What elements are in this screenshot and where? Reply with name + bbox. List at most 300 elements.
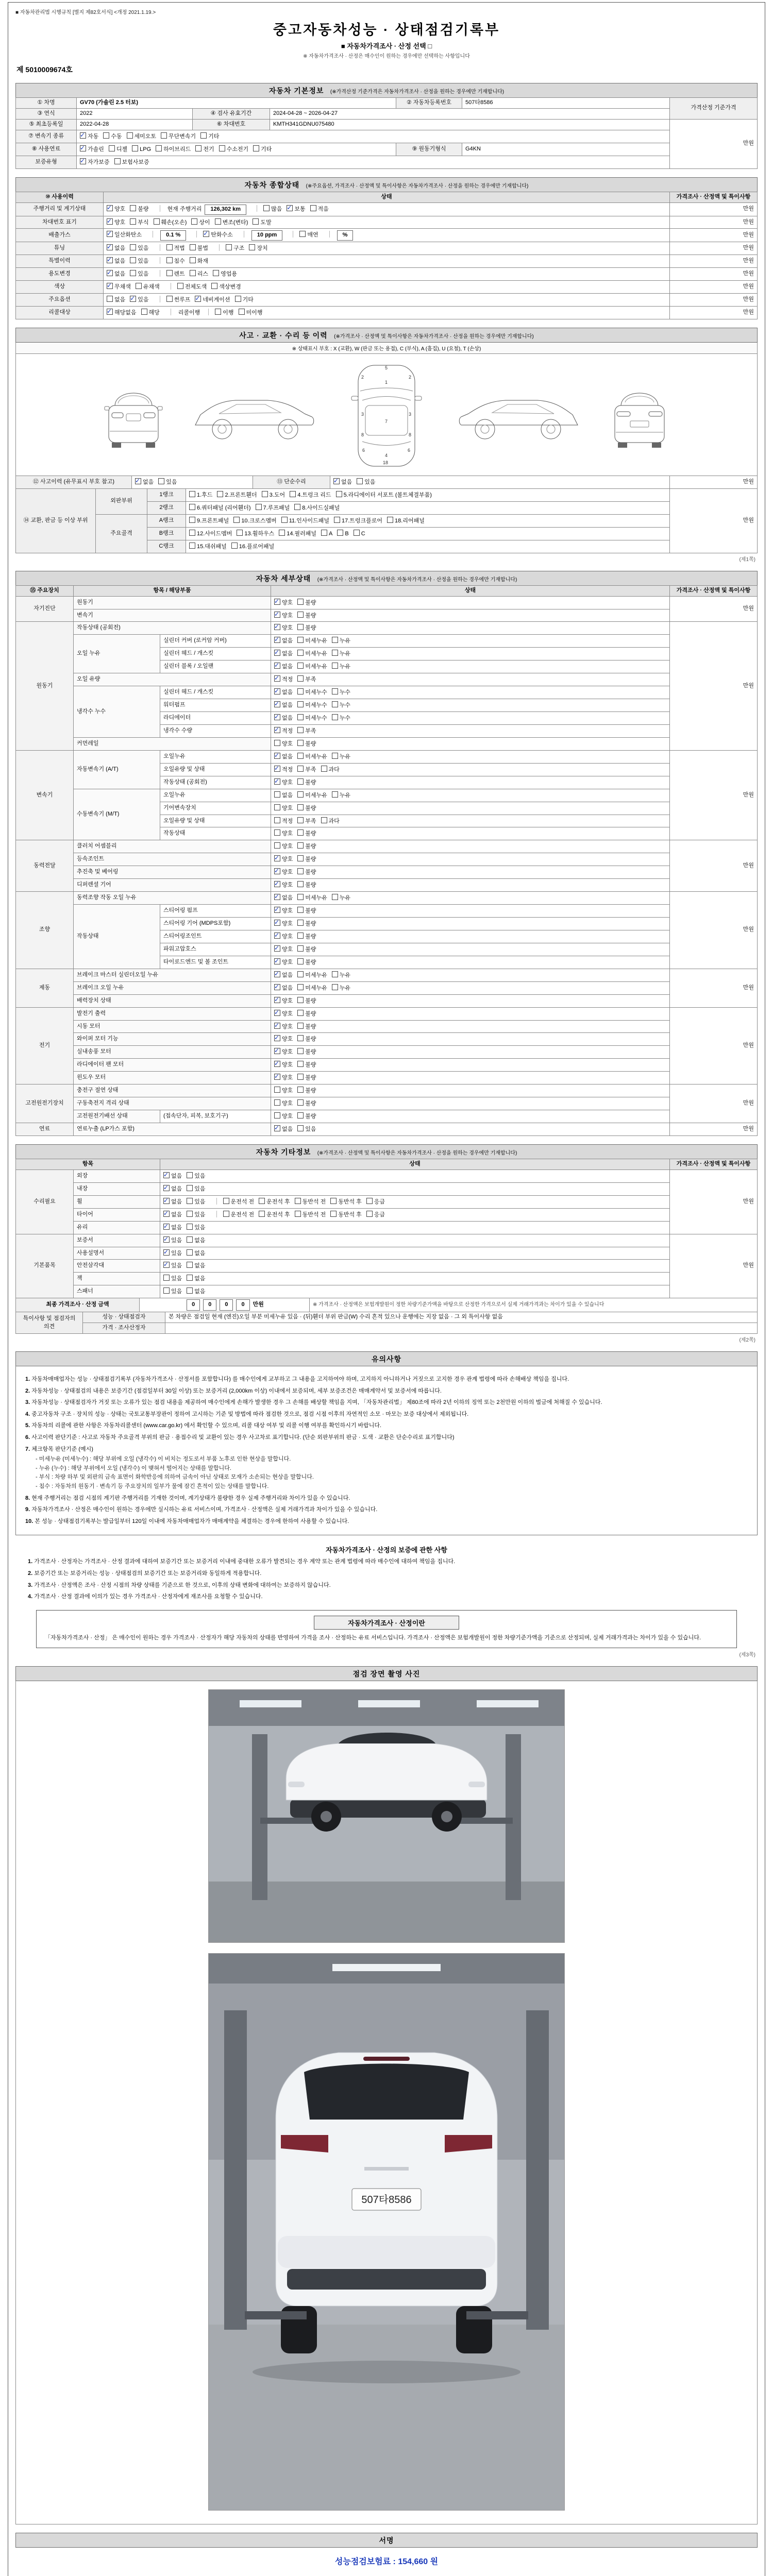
checkbox-icon[interactable]: [233, 517, 240, 523]
checkbox-unchecked[interactable]: 6.쿼터패널 (리어휀더): [189, 503, 251, 513]
checkbox-icon[interactable]: [191, 218, 197, 225]
checkbox-unchecked[interactable]: 세미오토: [127, 132, 157, 141]
checkbox-checked[interactable]: ✓ 없음: [163, 1210, 182, 1219]
checkbox-checked[interactable]: ✓ 양호: [274, 1047, 293, 1057]
checkbox-icon[interactable]: [310, 205, 316, 211]
checkbox-icon[interactable]: [297, 817, 304, 823]
checkbox-unchecked[interactable]: 누유: [332, 636, 350, 646]
checkbox-unchecked[interactable]: 17.트렁크플로어: [334, 516, 382, 526]
checkbox-icon[interactable]: [226, 244, 232, 250]
checkbox-icon[interactable]: [332, 650, 338, 656]
checkbox-checked[interactable]: ✓ 없음: [274, 649, 293, 658]
checkbox-checked[interactable]: ✓ 있음: [163, 1261, 182, 1270]
checkbox-unchecked[interactable]: 있음: [130, 269, 148, 279]
checkbox-unchecked[interactable]: 불량: [297, 868, 316, 877]
checkbox-icon[interactable]: [297, 907, 304, 913]
checkbox-unchecked[interactable]: 불량: [297, 1035, 316, 1044]
checkbox-icon[interactable]: [295, 1198, 301, 1204]
checkbox-icon[interactable]: [332, 894, 338, 900]
checkbox-icon[interactable]: [190, 270, 196, 276]
checkbox-icon[interactable]: [189, 530, 195, 536]
checkbox-checked[interactable]: ✓ 없음: [274, 984, 293, 993]
checkbox-icon[interactable]: [235, 296, 241, 302]
checkbox-checked[interactable]: ✓ 있음: [163, 1249, 182, 1258]
checkbox-unchecked[interactable]: 18.리어패널: [387, 516, 425, 526]
checkbox-icon[interactable]: [130, 244, 136, 250]
checkbox-unchecked[interactable]: 누유: [332, 984, 350, 993]
checkbox-unchecked[interactable]: 15.대쉬패널: [189, 542, 227, 551]
checkbox-icon[interactable]: [132, 145, 138, 151]
checkbox-icon[interactable]: [354, 530, 360, 536]
checkbox-icon[interactable]: [237, 530, 243, 536]
checkbox-unchecked[interactable]: 운전석 전: [223, 1210, 255, 1219]
checkbox-icon[interactable]: [187, 1287, 193, 1294]
checkbox-unchecked[interactable]: 없음: [107, 295, 125, 304]
checkbox-checked[interactable]: ✓ 양호: [274, 1060, 293, 1070]
checkbox-icon[interactable]: [136, 283, 142, 289]
checkbox-checked[interactable]: ✓ 무채색: [107, 282, 131, 292]
checkbox-unchecked[interactable]: 있음: [158, 478, 177, 487]
checkbox-icon[interactable]: [163, 1185, 170, 1191]
checkbox-unchecked[interactable]: 운전석 후: [259, 1210, 290, 1219]
checkbox-unchecked[interactable]: 리스: [190, 269, 208, 279]
checkbox-unchecked[interactable]: 있음: [187, 1223, 205, 1232]
checkbox-icon[interactable]: [321, 766, 327, 772]
checkbox-icon[interactable]: [187, 1262, 193, 1268]
checkbox-icon[interactable]: [366, 1198, 373, 1204]
checkbox-icon[interactable]: [80, 132, 86, 139]
checkbox-checked[interactable]: ✓ 양호: [274, 623, 293, 633]
checkbox-icon[interactable]: [274, 791, 280, 798]
checkbox-unchecked[interactable]: 없음: [187, 1274, 205, 1283]
checkbox-icon[interactable]: [337, 530, 343, 536]
checkbox-unchecked[interactable]: 누유: [332, 752, 350, 761]
checkbox-icon[interactable]: [274, 829, 280, 836]
checkbox-unchecked[interactable]: 해당: [141, 308, 160, 317]
checkbox-icon[interactable]: [274, 637, 280, 643]
checkbox-icon[interactable]: [187, 1172, 193, 1178]
checkbox-unchecked[interactable]: 영업용: [213, 269, 237, 279]
checkbox-unchecked[interactable]: 미세누유: [297, 636, 327, 646]
checkbox-icon[interactable]: [297, 791, 304, 798]
checkbox-icon[interactable]: [154, 218, 160, 225]
checkbox-icon[interactable]: [189, 491, 195, 497]
checkbox-icon[interactable]: [211, 283, 217, 289]
checkbox-unchecked[interactable]: 7.루프패널: [256, 503, 290, 513]
checkbox-icon[interactable]: [274, 1061, 280, 1067]
checkbox-unchecked[interactable]: 부족: [297, 726, 316, 736]
checkbox-unchecked[interactable]: 있음: [297, 1125, 316, 1134]
checkbox-unchecked[interactable]: 4.트렁크 리드: [290, 490, 331, 500]
checkbox-icon[interactable]: [223, 1211, 229, 1217]
checkbox-unchecked[interactable]: 유채색: [136, 282, 160, 292]
checkbox-unchecked[interactable]: 기타: [235, 295, 254, 304]
checkbox-icon[interactable]: [215, 309, 221, 315]
checkbox-checked[interactable]: ✓ 자가보증: [80, 158, 110, 167]
checkbox-unchecked[interactable]: 양호: [274, 842, 293, 851]
checkbox-icon[interactable]: [297, 624, 304, 630]
checkbox-icon[interactable]: [332, 971, 338, 977]
checkbox-icon[interactable]: [274, 958, 280, 964]
checkbox-icon[interactable]: [239, 309, 245, 315]
checkbox-icon[interactable]: [274, 727, 280, 733]
checkbox-unchecked[interactable]: 부족: [297, 817, 316, 826]
checkbox-checked[interactable]: ✓ 없음: [274, 893, 293, 903]
checkbox-unchecked[interactable]: 불량: [297, 778, 316, 787]
checkbox-checked[interactable]: ✓ 없음: [333, 478, 352, 487]
checkbox-icon[interactable]: [274, 714, 280, 720]
checkbox-unchecked[interactable]: B: [337, 529, 348, 538]
checkbox-unchecked[interactable]: 적정: [274, 817, 293, 826]
checkbox-checked[interactable]: ✓ 없음: [163, 1223, 182, 1232]
checkbox-unchecked[interactable]: 불량: [297, 880, 316, 890]
checkbox-unchecked[interactable]: 적법: [166, 244, 185, 253]
checkbox-unchecked[interactable]: C: [354, 529, 365, 538]
checkbox-icon[interactable]: [297, 971, 304, 977]
checkbox-unchecked[interactable]: 불량: [297, 855, 316, 864]
checkbox-icon[interactable]: [187, 1275, 193, 1281]
checkbox-icon[interactable]: [107, 205, 113, 211]
checkbox-unchecked[interactable]: 미세누유: [297, 971, 327, 980]
checkbox-icon[interactable]: [297, 1099, 304, 1106]
checkbox-icon[interactable]: [297, 675, 304, 682]
checkbox-unchecked[interactable]: 있음: [163, 1274, 182, 1283]
checkbox-icon[interactable]: [274, 971, 280, 977]
checkbox-icon[interactable]: [297, 663, 304, 669]
checkbox-icon[interactable]: [166, 257, 173, 263]
checkbox-icon[interactable]: [274, 920, 280, 926]
checkbox-checked[interactable]: ✓ 양호: [274, 855, 293, 864]
checkbox-unchecked[interactable]: 없음: [274, 791, 293, 800]
checkbox-unchecked[interactable]: 수소전기: [219, 145, 249, 154]
checkbox-icon[interactable]: [334, 517, 340, 523]
checkbox-unchecked[interactable]: 불량: [297, 1022, 316, 1031]
checkbox-icon[interactable]: [274, 842, 280, 849]
checkbox-unchecked[interactable]: 누수: [332, 714, 350, 723]
checkbox-icon[interactable]: [187, 1249, 193, 1256]
checkbox-checked[interactable]: ✓ 양호: [107, 218, 125, 227]
checkbox-icon[interactable]: [274, 997, 280, 1003]
checkbox-unchecked[interactable]: 불량: [297, 1073, 316, 1082]
checkbox-icon[interactable]: [223, 1198, 229, 1204]
checkbox-unchecked[interactable]: 있음: [130, 244, 148, 253]
checkbox-checked[interactable]: ✓ 양호: [274, 1022, 293, 1031]
checkbox-unchecked[interactable]: 불량: [297, 611, 316, 620]
checkbox-icon[interactable]: [274, 817, 280, 823]
checkbox-checked[interactable]: ✓ 자동: [80, 132, 98, 141]
checkbox-unchecked[interactable]: 화재: [190, 257, 208, 266]
checkbox-checked[interactable]: ✓ 적정: [274, 726, 293, 736]
checkbox-icon[interactable]: [107, 231, 113, 237]
checkbox-icon[interactable]: [297, 1048, 304, 1054]
checkbox-icon[interactable]: [274, 1074, 280, 1080]
checkbox-icon[interactable]: [297, 1125, 304, 1131]
checkbox-unchecked[interactable]: 부족: [297, 765, 316, 774]
checkbox-icon[interactable]: [357, 478, 363, 484]
checkbox-icon[interactable]: [274, 1048, 280, 1054]
checkbox-checked[interactable]: ✓ 적정: [274, 675, 293, 684]
checkbox-unchecked[interactable]: 있음: [187, 1210, 205, 1219]
checkbox-icon[interactable]: [297, 753, 304, 759]
checkbox-icon[interactable]: [297, 984, 304, 990]
checkbox-checked[interactable]: ✓ 없음: [274, 1125, 293, 1134]
checkbox-checked[interactable]: ✓ 양호: [274, 880, 293, 890]
checkbox-unchecked[interactable]: 1.후드: [189, 490, 212, 500]
checkbox-unchecked[interactable]: 미세누수: [297, 701, 327, 710]
checkbox-unchecked[interactable]: 장치: [249, 244, 267, 253]
checkbox-unchecked[interactable]: 13.휠하우스: [237, 529, 274, 538]
checkbox-unchecked[interactable]: 있음: [163, 1287, 182, 1296]
checkbox-unchecked[interactable]: 3.도어: [262, 490, 285, 500]
checkbox-checked[interactable]: ✓ 없음: [274, 701, 293, 710]
checkbox-unchecked[interactable]: 많음: [263, 205, 282, 214]
checkbox-icon[interactable]: [190, 257, 196, 263]
checkbox-unchecked[interactable]: 있음: [357, 478, 375, 487]
checkbox-icon[interactable]: [297, 1061, 304, 1067]
checkbox-icon[interactable]: [187, 1211, 193, 1217]
checkbox-icon[interactable]: [259, 1211, 265, 1217]
checkbox-icon[interactable]: [107, 283, 113, 289]
checkbox-icon[interactable]: [166, 244, 173, 250]
checkbox-icon[interactable]: [297, 637, 304, 643]
checkbox-icon[interactable]: [274, 804, 280, 810]
checkbox-unchecked[interactable]: 14.필러패널: [279, 529, 316, 538]
checkbox-icon[interactable]: [332, 714, 338, 720]
checkbox-checked[interactable]: ✓ 없음: [274, 971, 293, 980]
checkbox-unchecked[interactable]: 운전석 후: [259, 1197, 290, 1207]
checkbox-unchecked[interactable]: 색상변경: [211, 282, 241, 292]
checkbox-icon[interactable]: [274, 945, 280, 952]
checkbox-unchecked[interactable]: 2.프론트휀더: [217, 490, 257, 500]
checkbox-icon[interactable]: [274, 984, 280, 990]
checkbox-icon[interactable]: [135, 478, 141, 484]
checkbox-icon[interactable]: [187, 1198, 193, 1204]
checkbox-unchecked[interactable]: 불량: [297, 958, 316, 967]
checkbox-unchecked[interactable]: 동반석 전: [295, 1210, 326, 1219]
checkbox-checked[interactable]: ✓ 없음: [274, 688, 293, 697]
checkbox-unchecked[interactable]: 누수: [332, 688, 350, 697]
checkbox-unchecked[interactable]: 구조: [226, 244, 244, 253]
checkbox-icon[interactable]: [231, 543, 238, 549]
checkbox-icon[interactable]: [297, 829, 304, 836]
checkbox-icon[interactable]: [263, 205, 270, 211]
checkbox-icon[interactable]: [107, 309, 113, 315]
checkbox-unchecked[interactable]: 불량: [297, 1086, 316, 1095]
checkbox-icon[interactable]: [107, 270, 113, 276]
checkbox-icon[interactable]: [336, 491, 342, 497]
checkbox-icon[interactable]: [332, 791, 338, 798]
checkbox-icon[interactable]: [297, 1087, 304, 1093]
checkbox-icon[interactable]: [217, 491, 223, 497]
checkbox-icon[interactable]: [332, 688, 338, 694]
checkbox-checked[interactable]: ✓ 양호: [274, 958, 293, 967]
checkbox-icon[interactable]: [80, 158, 86, 164]
checkbox-checked[interactable]: ✓ 없음: [163, 1184, 182, 1194]
checkbox-checked[interactable]: ✓ 없음: [107, 269, 125, 279]
checkbox-icon[interactable]: [274, 701, 280, 707]
checkbox-unchecked[interactable]: 응급: [366, 1197, 385, 1207]
checkbox-unchecked[interactable]: 디젤: [109, 145, 127, 154]
checkbox-icon[interactable]: [130, 270, 136, 276]
checkbox-unchecked[interactable]: 양호: [274, 739, 293, 749]
checkbox-checked[interactable]: ✓ 해당없음: [107, 308, 137, 317]
checkbox-icon[interactable]: [189, 504, 195, 510]
checkbox-icon[interactable]: [274, 1087, 280, 1093]
checkbox-unchecked[interactable]: 있음: [187, 1197, 205, 1207]
checkbox-icon[interactable]: [332, 753, 338, 759]
checkbox-icon[interactable]: [156, 145, 162, 151]
checkbox-icon[interactable]: [332, 637, 338, 643]
checkbox-unchecked[interactable]: 없음: [187, 1261, 205, 1270]
checkbox-icon[interactable]: [297, 740, 304, 746]
checkbox-icon[interactable]: [294, 504, 300, 510]
checkbox-unchecked[interactable]: 과다: [321, 817, 340, 826]
checkbox-icon[interactable]: [109, 145, 115, 151]
checkbox-icon[interactable]: [281, 517, 288, 523]
checkbox-checked[interactable]: ✓ 없음: [135, 478, 154, 487]
checkbox-unchecked[interactable]: 응급: [366, 1210, 385, 1219]
checkbox-checked[interactable]: ✓ 네비게이션: [195, 295, 230, 304]
checkbox-unchecked[interactable]: 미세누유: [297, 662, 327, 671]
checkbox-unchecked[interactable]: 8.사이드실패널: [294, 503, 340, 513]
checkbox-icon[interactable]: [219, 145, 225, 151]
checkbox-icon[interactable]: [274, 599, 280, 605]
checkbox-unchecked[interactable]: 무단변속기: [161, 132, 196, 141]
checkbox-icon[interactable]: [262, 491, 268, 497]
checkbox-unchecked[interactable]: 미세누유: [297, 649, 327, 658]
checkbox-unchecked[interactable]: 매연: [299, 230, 318, 240]
checkbox-icon[interactable]: [297, 958, 304, 964]
checkbox-unchecked[interactable]: 불량: [297, 996, 316, 1006]
checkbox-checked[interactable]: ✓ 있음: [130, 295, 148, 304]
checkbox-unchecked[interactable]: 9.프론트패널: [189, 516, 229, 526]
checkbox-unchecked[interactable]: 16.플로어패널: [231, 542, 274, 551]
checkbox-icon[interactable]: [295, 1211, 301, 1217]
checkbox-unchecked[interactable]: 불량: [297, 829, 316, 838]
checkbox-icon[interactable]: [332, 984, 338, 990]
checkbox-unchecked[interactable]: 전체도색: [177, 282, 207, 292]
checkbox-icon[interactable]: [107, 244, 113, 250]
checkbox-icon[interactable]: [253, 145, 259, 151]
checkbox-unchecked[interactable]: 불량: [297, 906, 316, 916]
checkbox-icon[interactable]: [166, 270, 173, 276]
checkbox-checked[interactable]: ✓ 있음: [163, 1236, 182, 1245]
checkbox-icon[interactable]: [297, 766, 304, 772]
checkbox-icon[interactable]: [297, 650, 304, 656]
checkbox-unchecked[interactable]: 불량: [130, 205, 148, 214]
checkbox-icon[interactable]: [127, 132, 133, 139]
checkbox-icon[interactable]: [114, 158, 121, 164]
checkbox-unchecked[interactable]: 양호: [274, 1112, 293, 1121]
checkbox-icon[interactable]: [297, 1023, 304, 1029]
checkbox-unchecked[interactable]: 미이행: [239, 308, 263, 317]
checkbox-icon[interactable]: [297, 933, 304, 939]
checkbox-icon[interactable]: [366, 1211, 373, 1217]
checkbox-icon[interactable]: [274, 663, 280, 669]
checkbox-icon[interactable]: [163, 1287, 170, 1294]
checkbox-icon[interactable]: [274, 881, 280, 887]
checkbox-checked[interactable]: ✓ 양호: [274, 1009, 293, 1019]
checkbox-unchecked[interactable]: 미세누유: [297, 893, 327, 903]
checkbox-icon[interactable]: [274, 766, 280, 772]
checkbox-icon[interactable]: [297, 945, 304, 952]
checkbox-checked[interactable]: ✓ 양호: [274, 906, 293, 916]
checkbox-icon[interactable]: [297, 599, 304, 605]
checkbox-icon[interactable]: [287, 205, 293, 211]
checkbox-unchecked[interactable]: 동반석 후: [330, 1197, 362, 1207]
checkbox-unchecked[interactable]: 동반석 후: [330, 1210, 362, 1219]
checkbox-unchecked[interactable]: A: [321, 529, 332, 538]
checkbox-icon[interactable]: [332, 663, 338, 669]
checkbox-icon[interactable]: [163, 1275, 170, 1281]
checkbox-icon[interactable]: [249, 244, 255, 250]
checkbox-icon[interactable]: [274, 740, 280, 746]
checkbox-unchecked[interactable]: 부식: [130, 218, 148, 227]
checkbox-unchecked[interactable]: 수동: [103, 132, 122, 141]
checkbox-icon[interactable]: [274, 1023, 280, 1029]
checkbox-icon[interactable]: [103, 132, 109, 139]
checkbox-unchecked[interactable]: 이행: [215, 308, 233, 317]
checkbox-unchecked[interactable]: 불량: [297, 842, 316, 851]
checkbox-icon[interactable]: [321, 817, 327, 823]
checkbox-unchecked[interactable]: 미세누수: [297, 688, 327, 697]
checkbox-unchecked[interactable]: 누유: [332, 649, 350, 658]
checkbox-unchecked[interactable]: 양호: [274, 1099, 293, 1108]
checkbox-icon[interactable]: [274, 907, 280, 913]
checkbox-icon[interactable]: [297, 894, 304, 900]
checkbox-unchecked[interactable]: 양호: [274, 829, 293, 838]
checkbox-icon[interactable]: [130, 257, 136, 263]
checkbox-unchecked[interactable]: 불량: [297, 623, 316, 633]
checkbox-checked[interactable]: ✓ 없음: [107, 244, 125, 253]
checkbox-icon[interactable]: [274, 688, 280, 694]
checkbox-icon[interactable]: [274, 624, 280, 630]
checkbox-unchecked[interactable]: 없음: [187, 1249, 205, 1258]
checkbox-icon[interactable]: [297, 868, 304, 874]
checkbox-icon[interactable]: [297, 688, 304, 694]
checkbox-unchecked[interactable]: 기타: [200, 132, 219, 141]
checkbox-checked[interactable]: ✓ 없음: [274, 752, 293, 761]
checkbox-icon[interactable]: [274, 933, 280, 939]
checkbox-unchecked[interactable]: 불법: [190, 244, 208, 253]
checkbox-checked[interactable]: ✓ 없음: [163, 1172, 182, 1181]
checkbox-icon[interactable]: [299, 231, 306, 237]
checkbox-icon[interactable]: [274, 868, 280, 874]
checkbox-icon[interactable]: [187, 1236, 193, 1243]
checkbox-icon[interactable]: [274, 855, 280, 861]
checkbox-icon[interactable]: [253, 218, 259, 225]
checkbox-unchecked[interactable]: 썬루프: [166, 295, 191, 304]
checkbox-icon[interactable]: [158, 478, 164, 484]
checkbox-icon[interactable]: [200, 132, 207, 139]
checkbox-checked[interactable]: ✓ 일산화탄소: [107, 230, 142, 240]
checkbox-icon[interactable]: [177, 283, 183, 289]
checkbox-unchecked[interactable]: 도말: [253, 218, 271, 227]
checkbox-icon[interactable]: [274, 894, 280, 900]
checkbox-unchecked[interactable]: 양호: [274, 1086, 293, 1095]
checkbox-icon[interactable]: [274, 675, 280, 682]
checkbox-checked[interactable]: ✓ 없음: [274, 662, 293, 671]
checkbox-unchecked[interactable]: 과다: [321, 765, 340, 774]
checkbox-unchecked[interactable]: 있음: [187, 1184, 205, 1194]
checkbox-icon[interactable]: [330, 1198, 337, 1204]
checkbox-unchecked[interactable]: 있음: [187, 1172, 205, 1181]
checkbox-checked[interactable]: ✓ 양호: [274, 611, 293, 620]
checkbox-checked[interactable]: ✓ 없음: [107, 257, 125, 266]
checkbox-icon[interactable]: [274, 650, 280, 656]
checkbox-icon[interactable]: [297, 1035, 304, 1041]
checkbox-icon[interactable]: [163, 1262, 170, 1268]
